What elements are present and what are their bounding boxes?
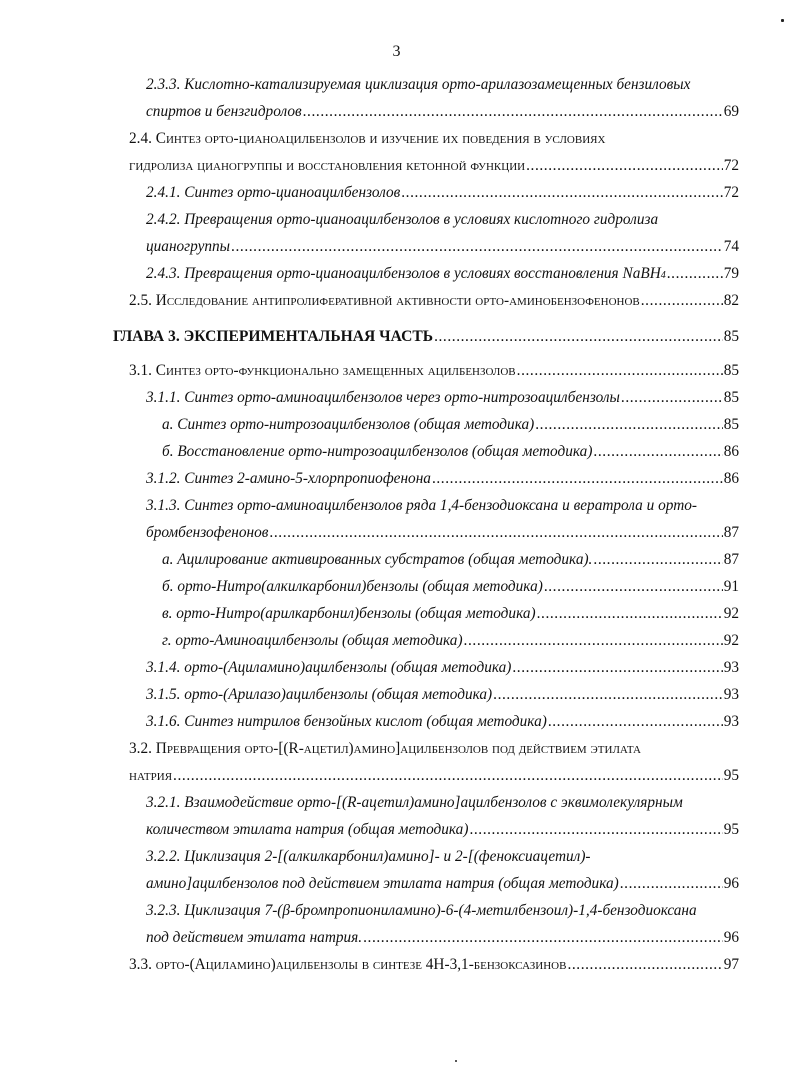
- dot-leader: [401, 183, 722, 203]
- toc-entry-title: 3.1.2. Синтез 2-амино-5-хлорпропиофенона: [146, 470, 431, 487]
- toc-page-number: 79: [723, 265, 739, 282]
- toc-entry[interactable]: [113, 327, 739, 347]
- toc-page-number: 91: [723, 578, 739, 595]
- dot-leader: [535, 415, 722, 435]
- toc-entry[interactable]: [162, 415, 739, 435]
- toc-entry-title: б. орто-Нитро(алкилкарбонил)бензолы (общая методика): [162, 578, 543, 595]
- toc-entry[interactable]: [129, 361, 739, 381]
- dot-leader: [667, 264, 723, 284]
- toc-entry[interactable]: [129, 291, 739, 311]
- toc-page-number: 86: [723, 470, 739, 487]
- toc-page-number: 69: [723, 103, 739, 120]
- dot-leader: [537, 604, 723, 624]
- toc-entry-title: 3.1.4. орто-(Ациламино)ацилбензолы (общая методика): [146, 659, 512, 676]
- toc-entry[interactable]: [146, 469, 739, 489]
- toc-page-number: 93: [723, 686, 739, 703]
- toc-entry-title: спиртов и бензгидролов: [146, 103, 302, 120]
- toc-page-number: 82: [723, 292, 739, 309]
- scan-speck: [455, 1060, 457, 1062]
- toc-page-number: 87: [723, 524, 739, 541]
- dot-leader: [526, 156, 723, 176]
- toc-entry-title: 2.4. Синтез орто-цианоацилбензолов и изучение их поведения в условиях: [129, 130, 606, 147]
- toc-entry-title: гидролиза цианогруппы и восстановления кетонной функции: [129, 157, 526, 174]
- dot-leader: [231, 237, 723, 257]
- toc-entry[interactable]: [129, 955, 739, 975]
- toc-entry[interactable]: [146, 658, 739, 678]
- toc-entry-title: 2.5. Исследование антипролиферативной активности орто-аминобензофенонов: [129, 292, 640, 309]
- toc-entry[interactable]: [146, 847, 739, 894]
- toc-entry-title: 3.2.3. Циклизация 7-(β-бромпропиониламино)-6-(4-метилбензоил)-1,4-бензодиоксана: [146, 902, 697, 919]
- dot-leader: [469, 820, 722, 840]
- toc-entry-title: 3.1.5. орто-(Арилазо)ацилбензолы (общая методика): [146, 686, 493, 703]
- dot-leader: [493, 685, 723, 705]
- subscript: 4: [660, 270, 666, 281]
- toc-page-number: 93: [723, 659, 739, 676]
- toc-page-number: 85: [723, 389, 739, 406]
- toc-entry[interactable]: [162, 631, 739, 651]
- toc-entry[interactable]: [146, 901, 739, 948]
- toc-entry[interactable]: [162, 604, 739, 624]
- toc-entry[interactable]: [146, 210, 739, 257]
- dot-leader: [464, 631, 723, 651]
- toc-entry-title: 2.3.3. Кислотно-катализируемая циклизация орто-арилазозамещенных бензиловых: [146, 76, 691, 93]
- toc-page-number: 95: [723, 821, 739, 838]
- toc-page-number: 85: [723, 416, 739, 433]
- toc-entry-title: натрия: [129, 767, 173, 784]
- toc-page-number: 92: [723, 605, 739, 622]
- dot-leader: [641, 291, 723, 311]
- toc-entry-title: 3.2.2. Циклизация 2-[(алкилкарбонил)амино]- и 2-[(феноксиацетил)-: [146, 848, 591, 865]
- dot-leader: [593, 550, 722, 570]
- toc-entry-title: 3.1. Синтез орто-функционально замещенных ацилбензолов: [129, 362, 516, 379]
- toc-entry-title: 3.1.6. Синтез нитрилов бензойных кислот (общая методика): [146, 713, 547, 730]
- toc-entry[interactable]: [146, 496, 739, 543]
- toc-entry-title: под действием этилата натрия.: [146, 929, 363, 946]
- dot-leader: [432, 469, 723, 489]
- toc-entry[interactable]: [162, 550, 739, 570]
- toc-entry-title: 3.2. Превращения орто-[(R-ацетил)амино]ацилбензолов под действием этилата: [129, 740, 641, 757]
- toc-entry-title: 2.4.3. Превращения орто-цианоацилбензолов в условиях восстановления NaBH: [146, 265, 661, 282]
- dot-leader: [548, 712, 723, 732]
- dot-leader: [517, 361, 723, 381]
- toc-page-number: 85: [723, 328, 739, 345]
- toc-entry[interactable]: [146, 793, 739, 840]
- dot-leader: [512, 658, 722, 678]
- toc-entry-title: 2.4.1. Синтез орто-цианоацилбензолов: [146, 184, 401, 201]
- dot-leader: [620, 874, 723, 894]
- toc-entry[interactable]: [162, 577, 739, 597]
- toc-page-number: 96: [723, 929, 739, 946]
- toc-entry-title: 3.2.1. Взаимодействие орто-[(R-ацетил)амино]ацилбензолов с эквимолекулярным: [146, 794, 683, 811]
- toc-entry[interactable]: [129, 129, 739, 176]
- toc-entry-title: 3.3. орто-(Ациламино)ацилбензолы в синтезе 4Н-3,1-бензоксазинов: [129, 956, 567, 973]
- toc-entry-title: количеством этилата натрия (общая методика): [146, 821, 469, 838]
- dot-leader: [303, 102, 723, 122]
- toc-entry-title: ГЛАВА 3. ЭКСПЕРИМЕНТАЛЬНАЯ ЧАСТЬ: [113, 328, 434, 345]
- toc-page-number: 96: [723, 875, 739, 892]
- toc-page-number: 97: [723, 956, 739, 973]
- toc-page-number: 95: [723, 767, 739, 784]
- toc-entry-title: в. орто-Нитро(арилкарбонил)бензолы (общая методика): [162, 605, 536, 622]
- toc-page-number: 72: [723, 184, 739, 201]
- toc-entry-title: а. Синтез орто-нитрозоацилбензолов (общая методика): [162, 416, 535, 433]
- toc-entry[interactable]: [129, 739, 739, 786]
- dot-leader: [567, 955, 722, 975]
- scan-speck: [781, 19, 784, 22]
- toc-entry[interactable]: [146, 388, 739, 408]
- toc-entry-title: 3.1.1. Синтез орто-аминоацилбензолов через орто-нитрозоацилбензолы: [146, 389, 620, 406]
- dot-leader: [363, 928, 723, 948]
- toc-page-number: 74: [723, 238, 739, 255]
- toc-page-number: 85: [723, 362, 739, 379]
- toc-entry-title: 2.4.2. Превращения орто-цианоацилбензолов в условиях кислотного гидролиза: [146, 211, 659, 228]
- dot-leader: [544, 577, 723, 597]
- toc-entry-title: бромбензофенонов: [146, 524, 269, 541]
- toc-page-number: 93: [723, 713, 739, 730]
- dot-leader: [593, 442, 722, 462]
- toc-page-number: 72: [723, 157, 739, 174]
- toc-entry[interactable]: [146, 264, 739, 286]
- dot-leader: [173, 766, 723, 786]
- dot-leader: [269, 523, 722, 543]
- toc-entry-title: амино]ацилбензолов под действием этилата натрия (общая методика): [146, 875, 619, 892]
- toc-entry[interactable]: [146, 75, 739, 122]
- toc-entry[interactable]: [146, 712, 739, 732]
- toc-page-number: 92: [723, 632, 739, 649]
- page-number: 3: [392, 43, 401, 60]
- toc-entry-title: а. Ацилирование активированных субстратов (общая методика).: [162, 551, 593, 568]
- toc-entry[interactable]: [146, 183, 739, 203]
- toc-entry-title: цианогруппы: [146, 238, 231, 255]
- toc-entry-title: б. Восстановление орто-нитрозоацилбензолов (общая методика): [162, 443, 593, 460]
- toc-page-number: 87: [723, 551, 739, 568]
- toc-page-number: 86: [723, 443, 739, 460]
- dot-leader: [434, 327, 723, 347]
- toc-entry[interactable]: [162, 442, 739, 462]
- toc-entry-title: г. орто-Аминоацилбензолы (общая методика): [162, 632, 463, 649]
- toc-entry-title: 3.1.3. Синтез орто-аминоацилбензолов ряда 1,4-бензодиоксана и вератрола и орто-: [146, 497, 697, 514]
- toc-entry[interactable]: [146, 685, 739, 705]
- dot-leader: [621, 388, 723, 408]
